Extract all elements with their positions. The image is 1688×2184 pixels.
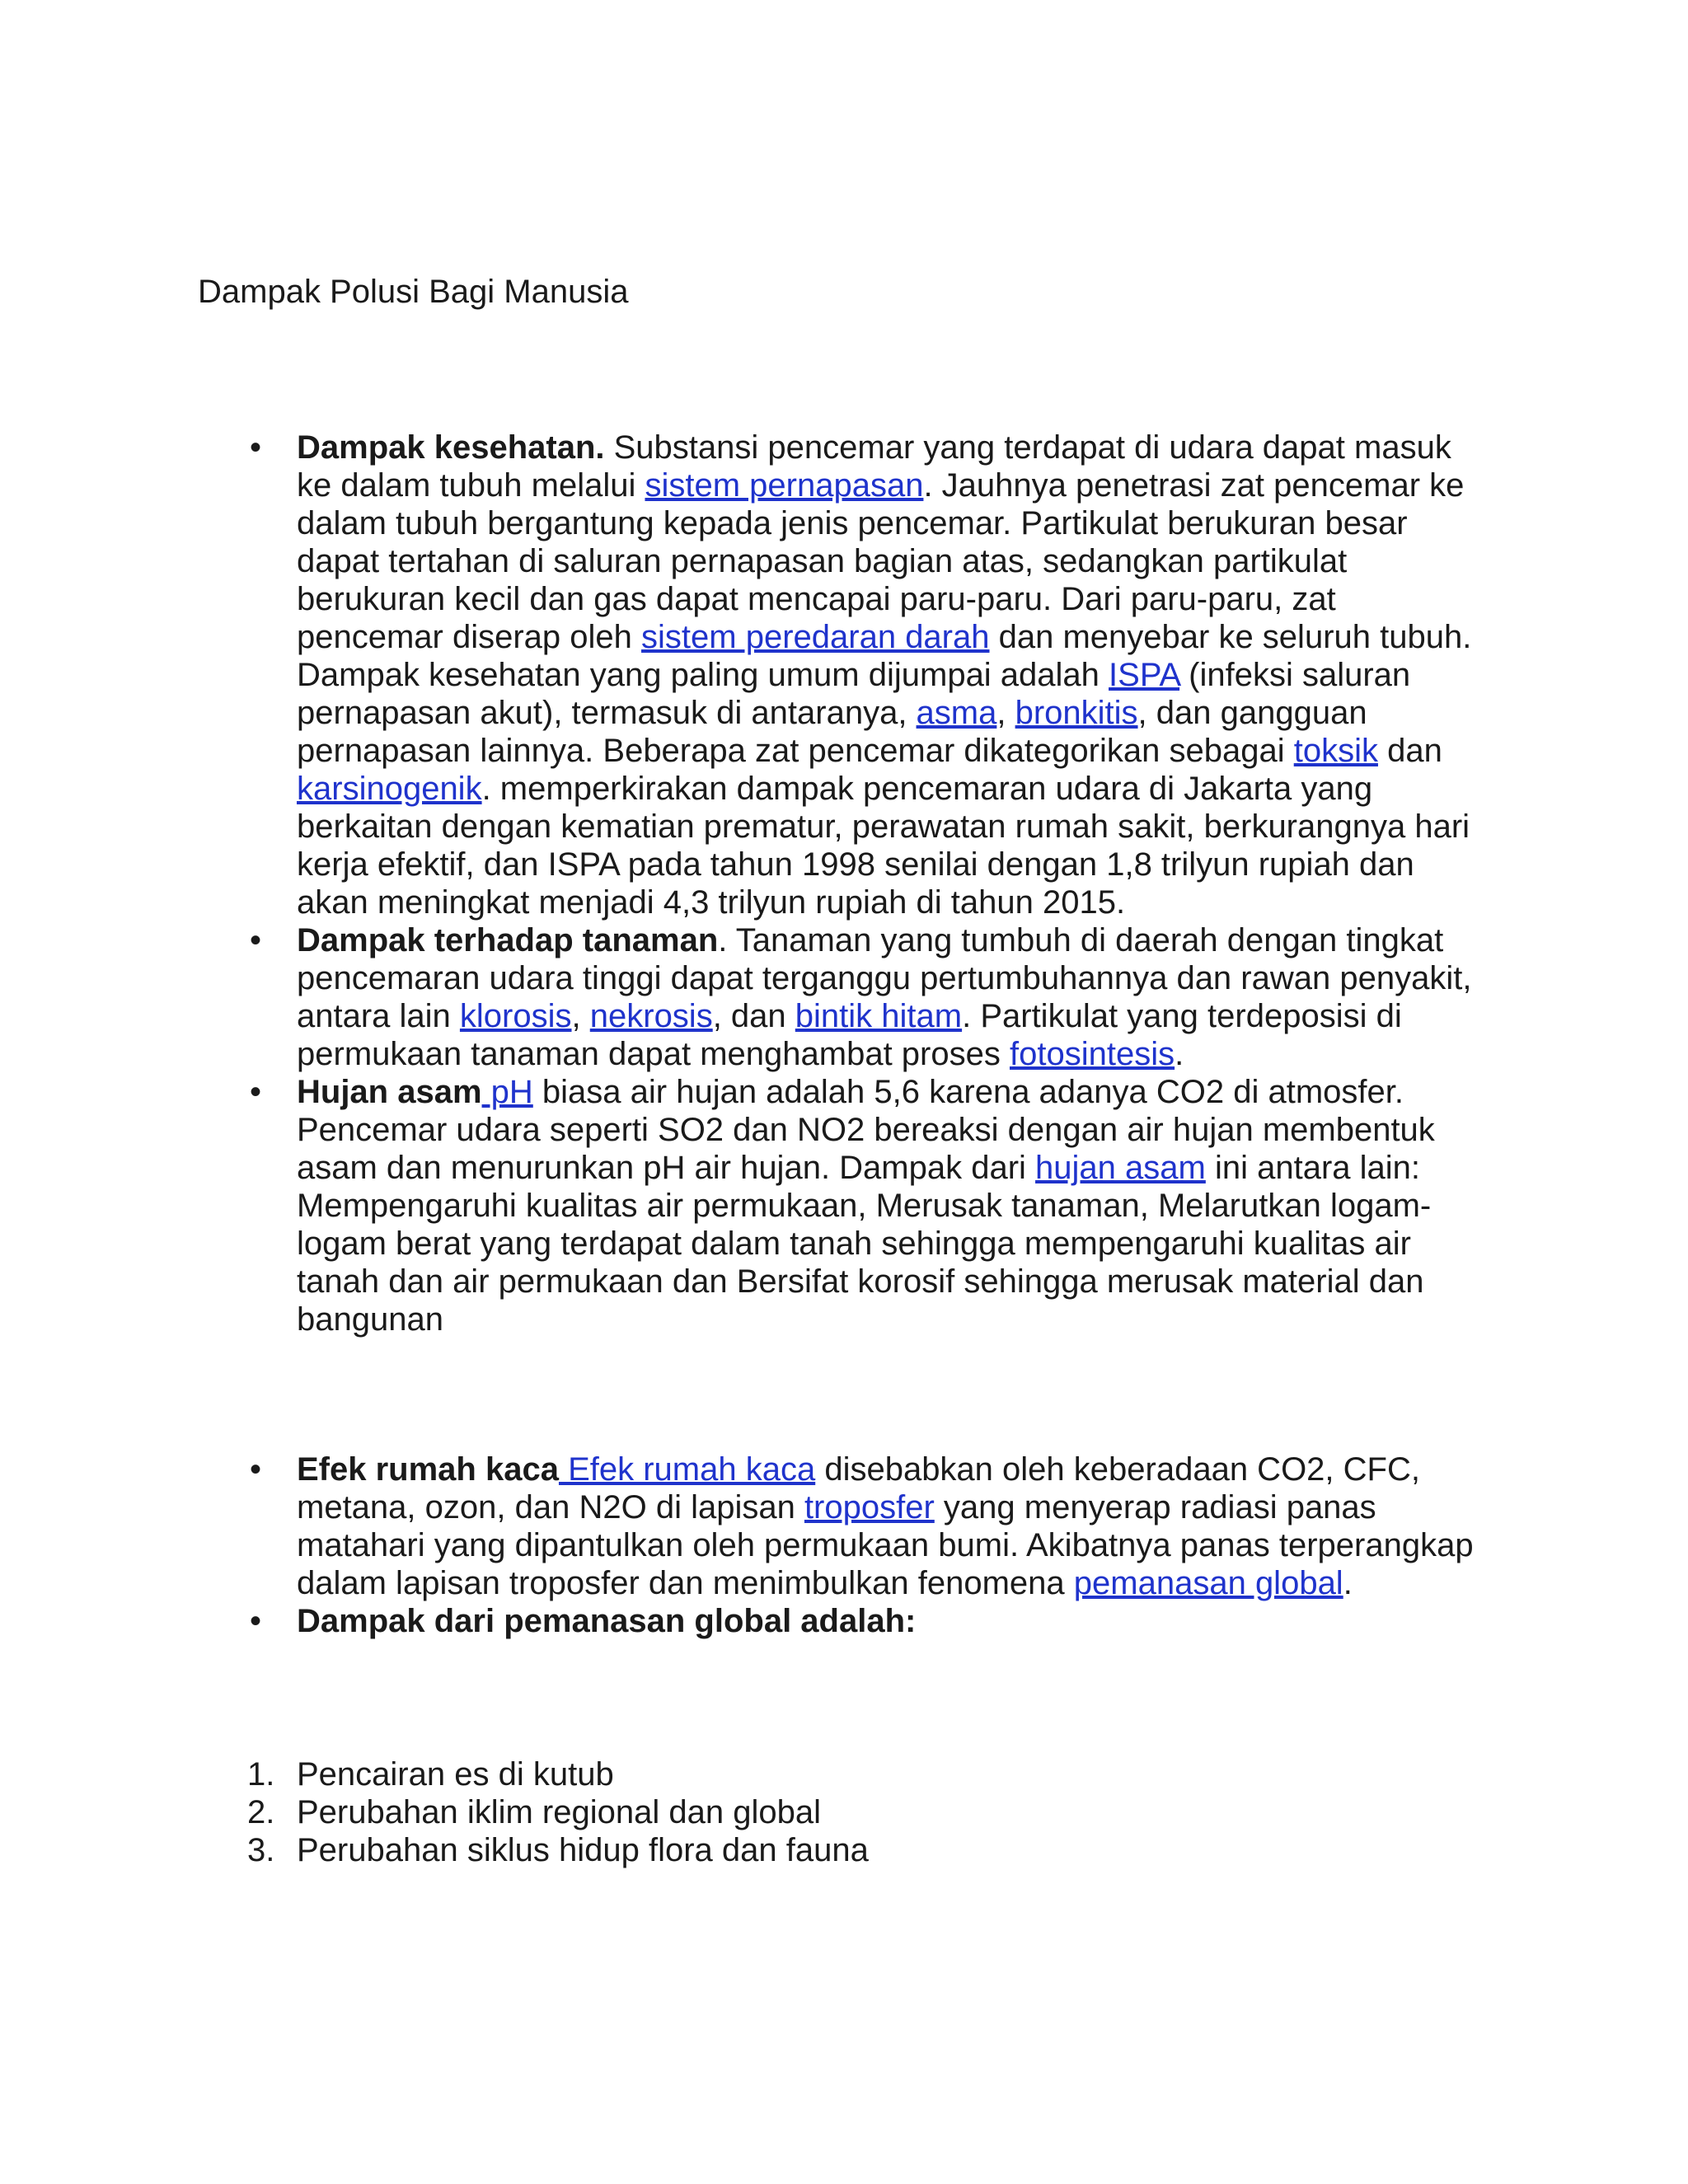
bullet-list-secondary <box>249 1451 1484 1640</box>
item-text: . Partikulat yang terdeposisi di permukaan tanaman dapat menghambat proses <box>297 998 1402 1072</box>
link-pemanasan-global[interactable]: pemanasan global <box>1073 1565 1343 1601</box>
list-number: 2. <box>247 1794 275 1830</box>
list-item-efek-rumah-kaca <box>249 1451 1484 1602</box>
item-text: (infeksi saluran pernapasan akut), termasuk di antaranya, <box>297 657 1411 731</box>
item-text: disebabkan oleh keberadaan CO2, CFC, metana, ozon, dan N2O di lapisan <box>297 1451 1420 1526</box>
link-ispa[interactable]: ISPA <box>1109 657 1180 693</box>
link-hujan-asam[interactable]: hujan asam <box>1035 1150 1206 1186</box>
item-text: Substansi pencemar yang terdapat di udara dapat masuk ke dalam tubuh melalui <box>297 429 1451 504</box>
item-heading: Dampak kesehatan. <box>297 429 605 466</box>
link-efek-rumah-kaca[interactable]: Efek rumah kaca <box>558 1451 816 1488</box>
item-text: ini antara lain: Mempengaruhi kualitas air permukaan, Merusak tanaman, Melarutkan logam-logam berat yang terdapat dalam tanah sehingga mempengaruhi kualitas air tanah dan air permukaan dan Bersifat korosif sehingga merusak material dan bangunan <box>297 1150 1432 1338</box>
list-item-dampak-kesehatan <box>249 429 1484 921</box>
list-item-hujan-asam <box>249 1073 1484 1338</box>
list-number: 1. <box>247 1756 275 1793</box>
item-heading: Dampak terhadap tanaman <box>297 922 719 958</box>
item-text: . Tanaman yang tumbuh di daerah dengan tingkat pencemaran udara tinggi dapat terganggu pertumbuhannya dan rawan penyakit, antara lain <box>297 922 1472 1034</box>
link-nekrosis[interactable]: nekrosis <box>589 998 713 1034</box>
link-toksik[interactable]: toksik <box>1293 733 1378 769</box>
item-text: . Jauhnya penetrasi zat pencemar ke dalam tubuh bergantung kepada jenis pencemar. Partikulat berukuran besar dapat tertahan di saluran pernapasan bagian atas, sedangkan partikulat berukuran kecil dan gas dapat mencapai paru-paru. Dari paru-paru, zat pencemar diserap oleh <box>297 467 1465 655</box>
page-title: Dampak Polusi Bagi Manusia <box>198 274 629 310</box>
bullet-icon: • <box>249 1603 261 1639</box>
list-item <box>247 1755 1484 1793</box>
link-karsinogenik[interactable]: karsinogenik <box>297 771 482 807</box>
list-item <box>247 1831 1484 1869</box>
item-text: biasa air hujan adalah 5,6 karena adanya CO2 di atmosfer. Pencemar udara seperti SO2 dan NO2 bereaksi dengan air hujan membentuk asam dan menurunkan pH air hujan. Dampak dari <box>297 1074 1435 1186</box>
link-ph[interactable]: pH <box>481 1074 533 1110</box>
bullet-icon: • <box>249 429 261 466</box>
item-heading: Hujan asam <box>297 1074 482 1110</box>
item-text: . <box>1343 1565 1353 1601</box>
item-text: . memperkirakan dampak pencemaran udara di Jakarta yang berkaitan dengan kematian prematur, perawatan rumah sakit, berkurangnya hari kerja efektif, dan ISPA pada tahun 1998 senilai dengan 1,8 trilyun rupiah dan akan meningkat menjadi 4,3 trilyun rupiah di tahun 2015. <box>297 771 1470 921</box>
link-fotosintesis[interactable]: fotosintesis <box>1009 1036 1175 1072</box>
list-item-dampak-tanaman <box>249 921 1484 1073</box>
link-sistem-peredaran-darah[interactable]: sistem peredaran darah <box>641 619 990 655</box>
item-text: , dan gangguan pernapasan lainnya. Beberapa zat pencemar dikategorikan sebagai <box>297 695 1367 769</box>
list-item-dampak-pemanasan-global <box>249 1602 1484 1640</box>
link-troposfer[interactable]: troposfer <box>804 1489 935 1526</box>
item-text: , <box>571 998 590 1034</box>
item-text: dan <box>1377 733 1442 769</box>
link-bintik-hitam[interactable]: bintik hitam <box>795 998 963 1034</box>
link-klorosis[interactable]: klorosis <box>459 998 572 1034</box>
bullet-icon: • <box>249 922 261 958</box>
item-text: yang menyerap radiasi panas matahari yang dipantulkan oleh permukaan bumi. Akibatnya panas terperangkap dalam lapisan troposfer dan menimbulkan fenomena <box>297 1489 1474 1601</box>
item-text: dan menyebar ke seluruh tubuh. Dampak kesehatan yang paling umum dijumpai adalah <box>297 619 1472 693</box>
bullet-list-main <box>249 429 1484 1338</box>
list-item-text: Perubahan iklim regional dan global <box>297 1794 821 1830</box>
link-asma[interactable]: asma <box>916 695 997 731</box>
bullet-icon: • <box>249 1074 261 1110</box>
item-text: , <box>996 695 1015 731</box>
link-sistem-pernapasan[interactable]: sistem pernapasan <box>645 467 924 504</box>
bullet-icon: • <box>249 1451 261 1488</box>
numbered-list <box>247 1755 1484 1869</box>
list-number: 3. <box>247 1832 275 1868</box>
item-heading: Dampak dari pemanasan global adalah: <box>297 1603 917 1639</box>
link-bronkitis[interactable]: bronkitis <box>1015 695 1138 731</box>
list-item-text: Perubahan siklus hidup flora dan fauna <box>297 1832 869 1868</box>
item-text: , dan <box>712 998 795 1034</box>
item-heading: Efek rumah kaca <box>297 1451 559 1488</box>
list-item-text: Pencairan es di kutub <box>297 1756 614 1793</box>
item-text: . <box>1175 1036 1184 1072</box>
list-item <box>247 1793 1484 1831</box>
